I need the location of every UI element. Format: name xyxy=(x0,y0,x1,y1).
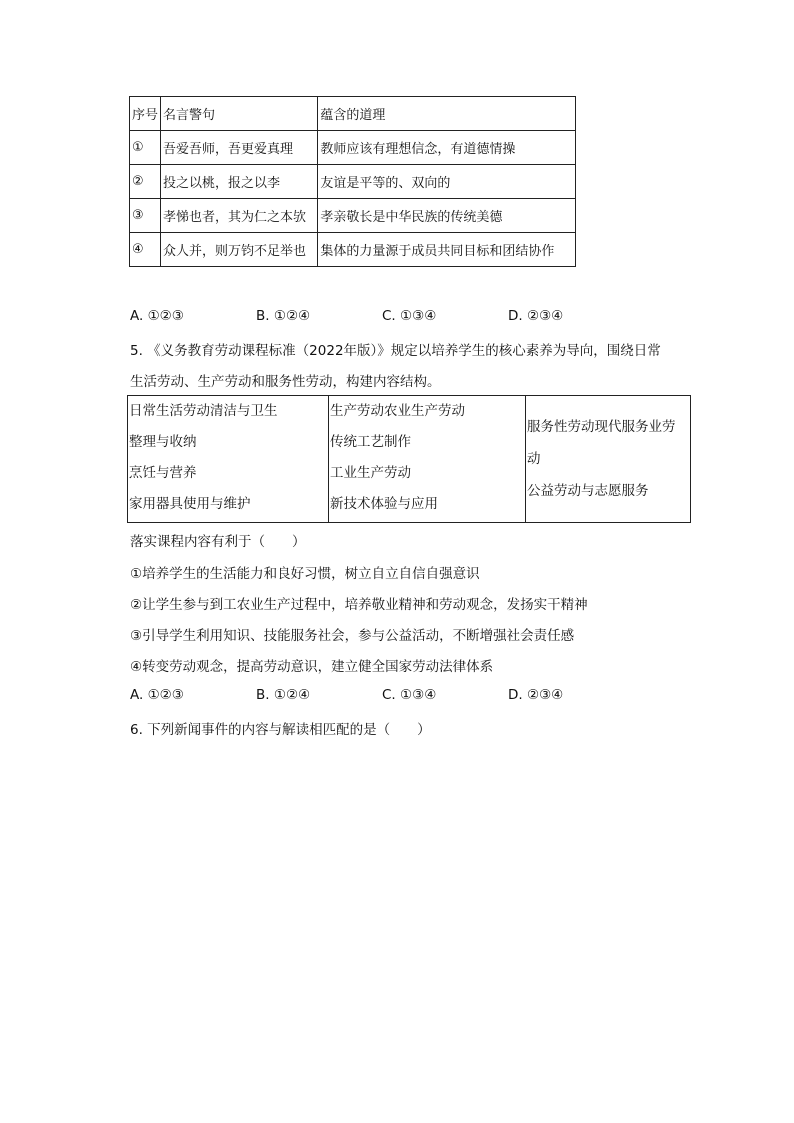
cell-line: 日常生活劳动清洁与卫生 xyxy=(129,403,278,419)
table-cell: 孝悌也者，其为仁之本欤 xyxy=(161,199,318,233)
table-cell: 教师应该有理想信念，有道德情操 xyxy=(318,131,576,165)
table-cell: ④ xyxy=(130,233,161,267)
q5-item-4: ④转变劳动观念，提高劳动意识，建立健全国家劳动法律体系 xyxy=(130,659,494,675)
table-row xyxy=(130,131,576,165)
cell-line: 整理与收纳 xyxy=(129,434,197,450)
table-cell: 孝亲敬长是中华民族的传统美德 xyxy=(318,199,576,233)
table-cell: ② xyxy=(130,165,161,199)
table-cell: 集体的力量源于成员共同目标和团结协作 xyxy=(318,233,576,267)
cell-line: 公益劳动与志愿服务 xyxy=(527,483,649,499)
table-row xyxy=(128,396,691,523)
q6-stem: 6. 下列新闻事件的内容与解读相匹配的是（ ） xyxy=(130,722,431,738)
option-a: A. ①②③ xyxy=(130,308,184,324)
table-cell: ③ xyxy=(130,199,161,233)
option-d: D. ②③④ xyxy=(508,308,564,324)
cell-line: 动 xyxy=(527,451,541,467)
cell-line: 生产劳动农业生产劳动 xyxy=(330,403,465,419)
production-labor-column xyxy=(329,396,526,523)
table-header-row xyxy=(130,97,576,131)
header-cell: 蕴含的道理 xyxy=(318,97,576,131)
q5-item-1: ①培养学生的生活能力和良好习惯，树立自立自信自强意识 xyxy=(130,566,480,582)
q5-stem-line2: 生活劳动、生产劳动和服务性劳动，构建内容结构。 xyxy=(130,374,441,390)
cell-line: 传统工艺制作 xyxy=(330,434,411,450)
q5-prompt: 落实课程内容有利于（ ） xyxy=(130,534,306,550)
table-cell: 众人并，则万钧不足举也 xyxy=(161,233,318,267)
service-labor-column xyxy=(526,396,691,523)
cell-line: 烹饪与营养 xyxy=(129,465,197,481)
cell-line: 家用器具使用与维护 xyxy=(129,496,251,512)
header-cell: 序号 xyxy=(130,97,161,131)
header-cell: 名言警句 xyxy=(161,97,318,131)
labor-curriculum-table xyxy=(127,395,691,523)
cell-line: 工业生产劳动 xyxy=(330,465,411,481)
maxims-table xyxy=(129,96,576,267)
table-row xyxy=(130,199,576,233)
table-cell: 友谊是平等的、双向的 xyxy=(318,165,576,199)
q5-stem-line1: 5. 《义务教育劳动课程标准（2022年版）》规定以培养学生的核心素养为导向，围绕日常 xyxy=(130,343,661,359)
table-row xyxy=(130,233,576,267)
table-cell: 投之以桃，报之以李 xyxy=(161,165,318,199)
option-b: B. ①②④ xyxy=(256,687,311,703)
cell-line: 服务性劳动现代服务业劳 xyxy=(527,419,676,435)
cell-line: 新技术体验与应用 xyxy=(330,496,438,512)
table-row xyxy=(130,165,576,199)
option-c: C. ①③④ xyxy=(382,308,437,324)
option-b: B. ①②④ xyxy=(256,308,311,324)
q5-item-3: ③引导学生利用知识、技能服务社会，参与公益活动，不断增强社会责任感 xyxy=(130,628,575,644)
table-cell: 吾爱吾师，吾更爱真理 xyxy=(161,131,318,165)
daily-life-labor-column xyxy=(128,396,329,523)
option-a: A. ①②③ xyxy=(130,687,184,703)
q5-item-2: ②让学生参与到工农业生产过程中，培养敬业精神和劳动观念，发扬实干精神 xyxy=(130,597,588,613)
table-cell: ① xyxy=(130,131,161,165)
option-d: D. ②③④ xyxy=(508,687,564,703)
option-c: C. ①③④ xyxy=(382,687,437,703)
